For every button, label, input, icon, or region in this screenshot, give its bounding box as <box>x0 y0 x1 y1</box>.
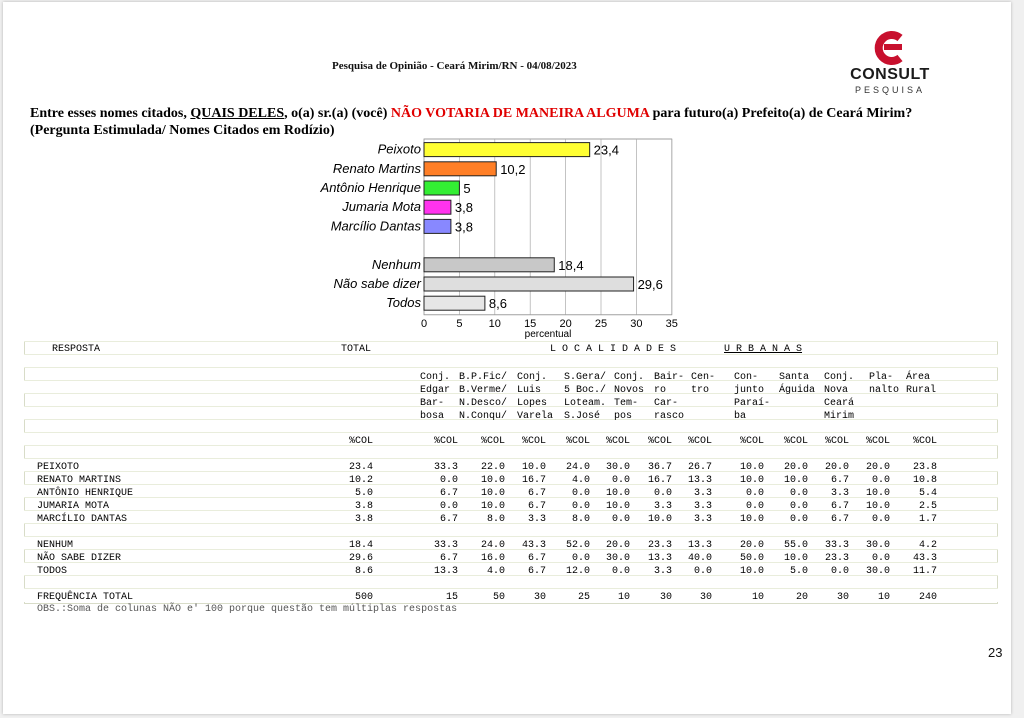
row-value: 4.0 <box>571 475 590 486</box>
total-header: TOTAL <box>341 344 372 355</box>
column-header-line: ro <box>654 385 667 396</box>
row-value: 20.0 <box>865 462 890 473</box>
row-value: 4.0 <box>486 566 505 577</box>
row-value: 33.3 <box>824 540 849 551</box>
row-total: 3.8 <box>354 501 373 512</box>
x-tick-label: 5 <box>456 317 463 330</box>
row-value: 55.0 <box>783 540 808 551</box>
col-pct-label: %COL <box>605 436 630 447</box>
row-value: 6.7 <box>527 553 546 564</box>
row-value: 13.3 <box>687 540 712 551</box>
row-value: 6.7 <box>527 501 546 512</box>
survey-header-title: Pesquisa de Opinião - Ceará Mirim/RN - 04/08/2023 <box>332 60 577 72</box>
row-value: 13.3 <box>687 475 712 486</box>
row-total: 5.0 <box>354 488 373 499</box>
freq-value: 50 <box>492 592 505 603</box>
row-value: 20.0 <box>824 462 849 473</box>
row-value: 10.0 <box>739 462 764 473</box>
row-value: 2.5 <box>918 501 937 512</box>
row-value: 0.0 <box>789 514 808 525</box>
row-value: 0.0 <box>653 488 672 499</box>
column-header-line: S.Gera/ <box>564 372 607 383</box>
column-header-line: tro <box>691 385 710 396</box>
row-value: 6.7 <box>527 488 546 499</box>
freq-value: 30 <box>836 592 849 603</box>
row-value: 3.3 <box>830 488 849 499</box>
row-value: 50.0 <box>739 553 764 564</box>
row-value: 3.3 <box>653 566 672 577</box>
bar <box>424 296 485 310</box>
row-value: 3.3 <box>693 501 712 512</box>
column-header-line: Nova <box>824 385 849 396</box>
column-header-line: S.José <box>564 411 601 422</box>
row-value: 1.7 <box>918 514 937 525</box>
column-header-line: Varela <box>517 411 554 422</box>
row-value: 43.3 <box>912 553 937 564</box>
row-value: 10.0 <box>783 553 808 564</box>
chart-ticks <box>421 318 678 330</box>
row-value: 30.0 <box>865 540 890 551</box>
row-value: 22.0 <box>480 462 505 473</box>
question-highlight: NÃO VOTARIA DE MANEIRA ALGUMA <box>390 106 650 121</box>
freq-value: 30 <box>533 592 546 603</box>
x-tick-label: 30 <box>630 317 643 330</box>
question-part-2: QUAIS DELES <box>190 106 285 121</box>
column-header-line: Conj. <box>824 372 855 383</box>
row-value: 43.3 <box>521 540 546 551</box>
column-header-line: pos <box>614 411 633 422</box>
row-value: 3.3 <box>693 488 712 499</box>
row-value: 0.0 <box>571 501 590 512</box>
logo-subtitle: PESQUISA <box>854 85 925 95</box>
col-pct-label: %COL <box>783 436 808 447</box>
column-header-line: Mirim <box>824 411 855 422</box>
row-value: 23.3 <box>647 540 672 551</box>
column-header-line: Santa <box>779 372 810 383</box>
bar-value-label: 3,8 <box>454 200 473 216</box>
bar-value-label: 5 <box>463 181 471 196</box>
column-header-line: Conj. <box>614 372 645 383</box>
table-stripe <box>24 341 998 355</box>
row-label: PEIXOTO <box>37 462 80 473</box>
column-header-line: Conj. <box>517 372 548 383</box>
row-value: 10.0 <box>739 475 764 486</box>
row-value: 0.0 <box>611 514 630 525</box>
row-value: 30.0 <box>605 462 630 473</box>
x-tick-label: 15 <box>524 317 537 330</box>
column-header-line: Bar- <box>420 398 445 409</box>
freq-value: 20 <box>795 592 808 603</box>
row-value: 10.0 <box>739 514 764 525</box>
row-total: 3.8 <box>354 514 373 525</box>
row-label: NÃO SABE DIZER <box>37 553 122 564</box>
bar-category-label: Não sabe dizer <box>333 276 421 291</box>
row-label: ANTÔNIO HENRIQUE <box>37 488 134 499</box>
row-value: 23.8 <box>912 462 937 473</box>
row-value: 20.0 <box>605 540 630 551</box>
row-label: JUMARIA MOTA <box>37 501 110 512</box>
row-value: 0.0 <box>871 475 890 486</box>
column-header-line: Pla- <box>869 372 894 383</box>
bar <box>424 219 451 233</box>
row-value: 0.0 <box>611 475 630 486</box>
row-value: 10.0 <box>605 501 630 512</box>
column-header-line: B.P.Fic/ <box>459 372 508 383</box>
row-value: 52.0 <box>565 540 590 551</box>
bar-category-label: Renato Martins <box>332 160 421 176</box>
row-value: 6.7 <box>830 501 849 512</box>
row-value: 40.0 <box>687 553 712 564</box>
chart-bars <box>320 142 663 312</box>
row-total: 23.4 <box>348 462 373 473</box>
col-pct-label: %COL <box>687 436 712 447</box>
col-pct-label: %COL <box>739 436 764 447</box>
row-value: 10.0 <box>865 488 890 499</box>
row-value: 6.7 <box>439 488 458 499</box>
bar-category-label: Jumaria Mota <box>342 199 421 215</box>
column-header-line: Área <box>906 372 931 383</box>
row-value: 0.0 <box>571 488 590 499</box>
row-value: 5.4 <box>918 488 937 499</box>
bar-chart <box>0 0 1024 345</box>
row-label: NENHUM <box>37 540 74 551</box>
question-part-5: para futuro(a) Prefeito(a) de Ceará Mirim? <box>649 106 913 121</box>
freq-total: 500 <box>354 592 373 603</box>
bar <box>424 181 459 195</box>
row-value: 6.7 <box>527 566 546 577</box>
row-value: 11.7 <box>912 566 937 577</box>
row-value: 16.7 <box>647 475 672 486</box>
row-value: 26.7 <box>687 462 712 473</box>
bar-value-label: 10,2 <box>500 161 526 177</box>
row-value: 0.0 <box>830 566 849 577</box>
row-value: 13.3 <box>433 566 458 577</box>
row-value: 10.0 <box>480 501 505 512</box>
column-header-line: ba <box>734 411 747 422</box>
freq-value: 25 <box>577 592 590 603</box>
bar-value-label: 3,8 <box>454 219 473 235</box>
column-header-line: Ceará <box>824 398 855 409</box>
row-value: 0.0 <box>871 514 890 525</box>
localidades-header: L O C A L I D A D E S <box>550 344 689 355</box>
column-header-line: Novos <box>614 385 645 396</box>
row-value: 6.7 <box>830 475 849 486</box>
freq-value: 30 <box>659 592 672 603</box>
freq-label: FREQUÊNCIA TOTAL <box>37 592 134 603</box>
row-value: 33.3 <box>433 462 458 473</box>
row-total: 29.6 <box>348 553 373 564</box>
row-value: 20.0 <box>783 462 808 473</box>
column-header-line: Conj. <box>420 372 451 383</box>
row-value: 0.0 <box>789 488 808 499</box>
row-value: 10.0 <box>480 475 505 486</box>
col-pct-label: %COL <box>433 436 458 447</box>
bar-value-label: 18,4 <box>558 257 584 273</box>
col-pct-label: %COL <box>480 436 505 447</box>
freq-value: 10 <box>617 592 630 603</box>
x-tick-label: 10 <box>488 317 501 330</box>
x-tick-label: 35 <box>665 317 678 330</box>
row-value: 30.0 <box>865 566 890 577</box>
column-header-line: nalto <box>869 385 900 396</box>
row-value: 20.0 <box>739 540 764 551</box>
column-header-line: B.Verme/ <box>459 385 508 396</box>
column-header-line: N.Conqu/ <box>459 411 508 422</box>
column-header-line: Paraí- <box>734 398 771 409</box>
row-total: 10.2 <box>348 475 373 486</box>
row-value: 0.0 <box>439 501 458 512</box>
observation-note: OBS.:Soma de colunas NÃO e' 100 porque questão tem múltiplas respostas <box>37 604 458 615</box>
freq-value: 10 <box>751 592 764 603</box>
bar-category-label: Todos <box>386 295 421 311</box>
freq-value: 30 <box>699 592 712 603</box>
col-pct-label: %COL <box>824 436 849 447</box>
x-tick-label: 25 <box>594 317 608 330</box>
row-value: 24.0 <box>480 540 505 551</box>
col-pct-label: %COL <box>912 436 937 447</box>
bar-category-label: Marcílio Dantas <box>330 218 421 234</box>
row-total: 8.6 <box>354 566 373 577</box>
row-value: 30.0 <box>605 553 630 564</box>
freq-value: 10 <box>877 592 890 603</box>
bar-category-label: Antônio Henrique <box>320 180 421 195</box>
col-pct-label: %COL <box>565 436 590 447</box>
row-value: 5.0 <box>789 566 808 577</box>
column-header-line: Bair- <box>654 372 685 383</box>
x-axis-label: percentual <box>524 329 572 340</box>
row-label: TODOS <box>37 566 68 577</box>
resposta-header: RESPOSTA <box>52 344 101 355</box>
row-value: 10.0 <box>865 501 890 512</box>
column-header-line: rasco <box>654 411 685 422</box>
row-value: 13.3 <box>647 553 672 564</box>
column-header-line: 5 Boc./ <box>564 385 607 396</box>
row-total: 18.4 <box>348 540 373 551</box>
row-value: 0.0 <box>789 501 808 512</box>
row-value: 10.0 <box>605 488 630 499</box>
bar-value-label: 23,4 <box>593 142 619 158</box>
total-pct-label: %COL <box>348 436 373 447</box>
row-value: 8.0 <box>486 514 505 525</box>
column-header-line: junto <box>734 385 765 396</box>
row-value: 10.0 <box>647 514 672 525</box>
x-tick-label: 20 <box>559 317 572 330</box>
row-value: 10.0 <box>783 475 808 486</box>
row-value: 6.7 <box>439 514 458 525</box>
column-header-line: bosa <box>420 411 445 422</box>
column-header-line: Tem- <box>614 398 639 409</box>
column-header-line: Luis <box>517 385 542 396</box>
col-pct-label: %COL <box>521 436 546 447</box>
row-value: 24.0 <box>565 462 590 473</box>
row-value: 10.0 <box>521 462 546 473</box>
column-header-line: Cen- <box>691 372 716 383</box>
row-label: RENATO MARTINS <box>37 475 122 486</box>
row-value: 33.3 <box>433 540 458 551</box>
col-pct-label: %COL <box>865 436 890 447</box>
bar-category-label: Peixoto <box>377 141 421 157</box>
col-pct-label: %COL <box>647 436 672 447</box>
freq-value: 240 <box>918 592 937 603</box>
bar-category-label: Nenhum <box>371 256 421 272</box>
page-number: 23 <box>988 645 1003 660</box>
row-value: 10.0 <box>739 566 764 577</box>
row-value: 16.0 <box>480 553 505 564</box>
bar <box>424 143 590 157</box>
row-value: 23.3 <box>824 553 849 564</box>
column-header-line: Edgar <box>420 385 451 396</box>
column-header-line: Con- <box>734 372 759 383</box>
row-value: 4.2 <box>918 540 937 551</box>
x-tick-label: 0 <box>420 317 428 330</box>
row-value: 3.3 <box>653 501 672 512</box>
row-value: 6.7 <box>830 514 849 525</box>
column-header-line: Rural <box>906 385 937 396</box>
row-label: MARCÍLIO DANTAS <box>37 514 128 525</box>
row-value: 36.7 <box>647 462 672 473</box>
bar <box>424 258 554 272</box>
row-value: 3.3 <box>693 514 712 525</box>
row-value: 6.7 <box>439 553 458 564</box>
urbanas-header: U R B A N A S <box>724 344 803 355</box>
bar <box>424 200 451 214</box>
logo-wordmark: CONSULT <box>850 66 930 83</box>
row-value: 10.0 <box>480 488 505 499</box>
column-header-line: Águida <box>779 385 816 396</box>
row-value: 16.7 <box>521 475 546 486</box>
question-part-1: Entre esses nomes citados, <box>30 106 191 121</box>
row-value: 8.0 <box>571 514 590 525</box>
table-stripe <box>24 354 998 368</box>
row-value: 0.0 <box>745 488 764 499</box>
freq-value: 15 <box>445 592 458 603</box>
row-value: 0.0 <box>611 566 630 577</box>
row-value: 0.0 <box>871 553 890 564</box>
bar-value-label: 29,6 <box>637 277 663 292</box>
row-value: 12.0 <box>565 566 590 577</box>
bar <box>424 277 634 291</box>
row-value: 0.0 <box>693 566 712 577</box>
bar <box>424 162 496 176</box>
column-header-line: Loteam. <box>564 398 607 409</box>
column-header-line: N.Desco/ <box>459 398 508 409</box>
row-value: 0.0 <box>745 501 764 512</box>
column-header-line: Lopes <box>517 398 548 409</box>
bar-value-label: 8,6 <box>488 296 507 312</box>
question-part-3: , o(a) sr.(a) (você) <box>284 106 391 121</box>
row-value: 3.3 <box>527 514 546 525</box>
question-subtitle: (Pergunta Estimulada/ Nomes Citados em Rodízio) <box>30 123 335 138</box>
row-value: 0.0 <box>571 553 590 564</box>
row-value: 0.0 <box>439 475 458 486</box>
crosstab-table <box>24 341 998 604</box>
row-value: 10.8 <box>912 475 937 486</box>
column-header-line: Car- <box>654 398 679 409</box>
